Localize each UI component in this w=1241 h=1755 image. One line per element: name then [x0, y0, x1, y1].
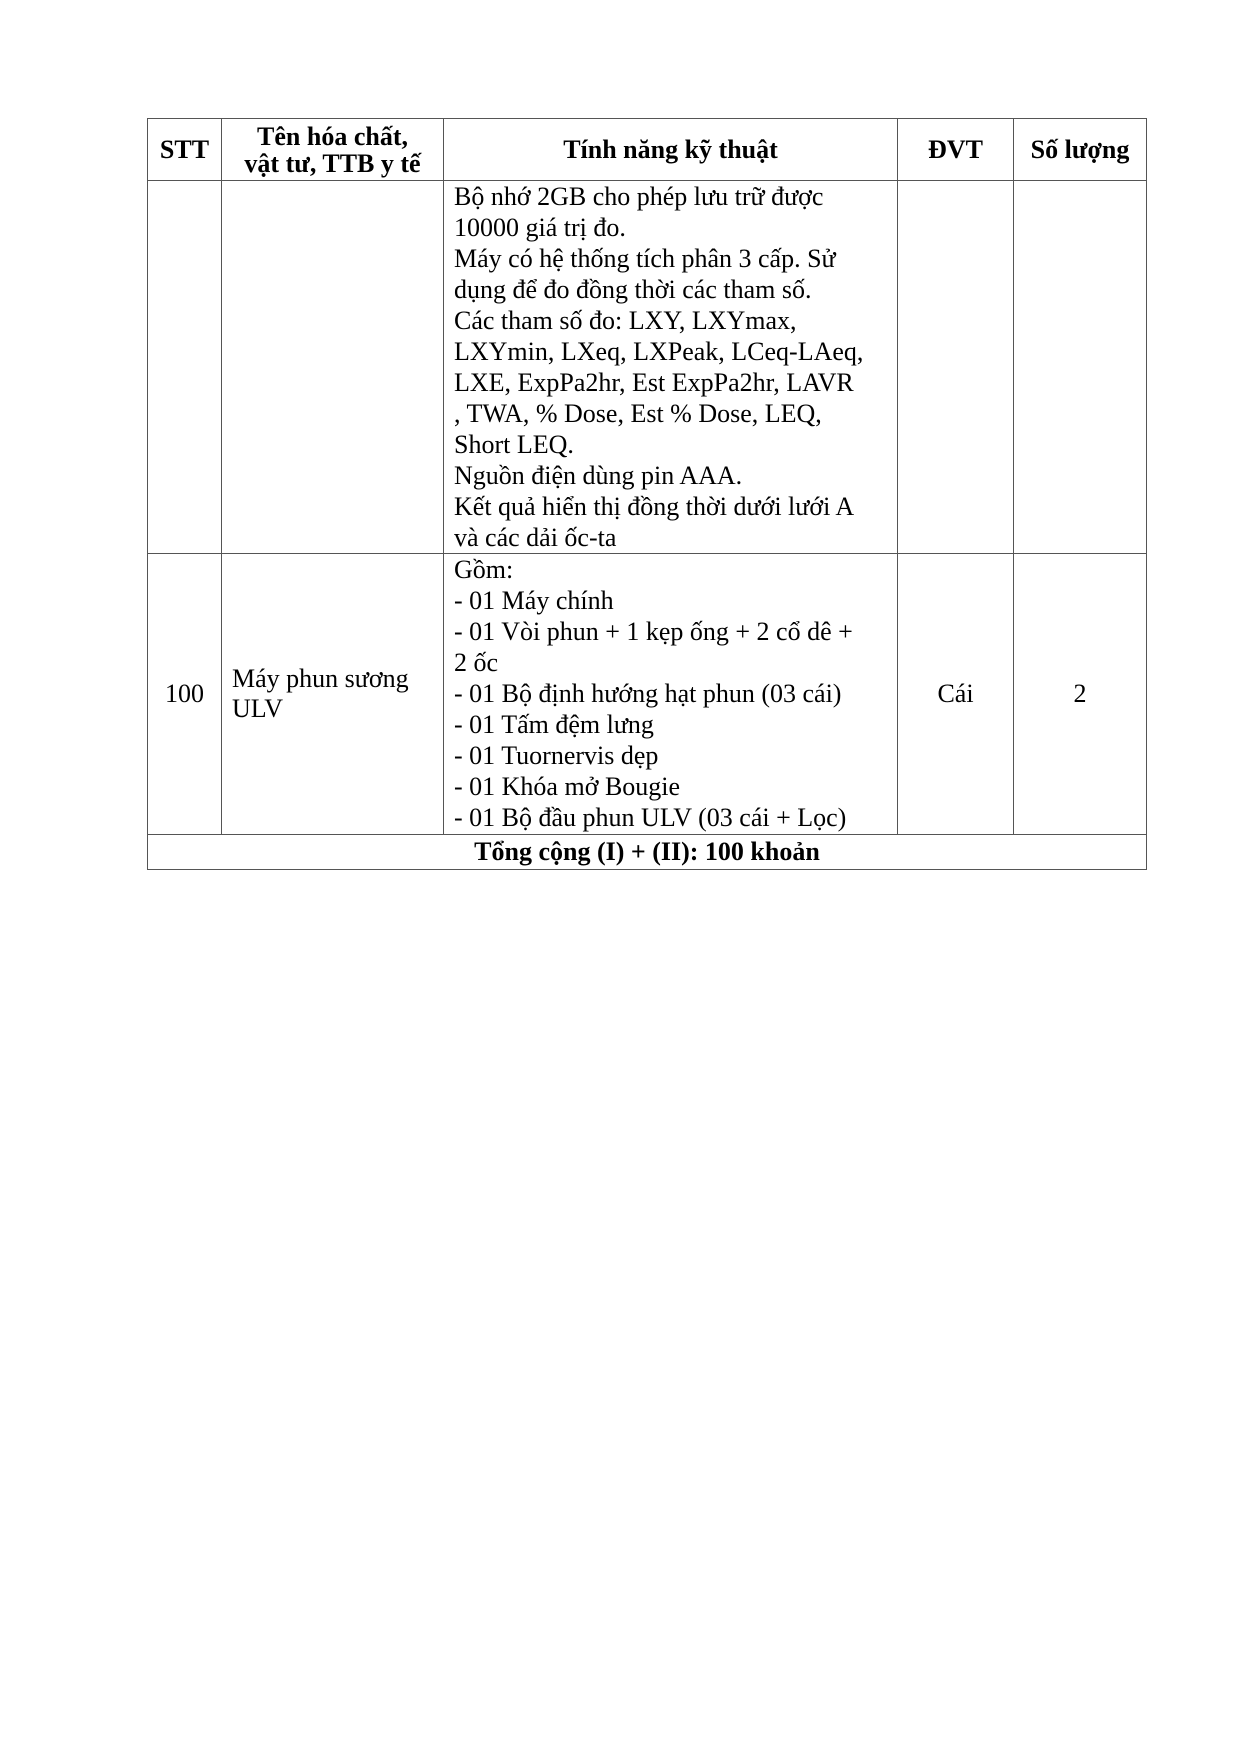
header-name [222, 119, 444, 181]
cell-name [222, 181, 444, 554]
spec-line: Gồm: [454, 555, 514, 584]
spec-line: Các tham số đo: LXY, LXYmax, [454, 306, 797, 335]
cell-qty: 2 [1014, 554, 1147, 835]
table-header-row [148, 119, 1147, 181]
spec-line: - 01 Khóa mở Bougie [454, 772, 681, 801]
equipment-table [147, 118, 1147, 870]
table-row [148, 554, 1147, 835]
spec-line: - 01 Tấm đệm lưng [454, 710, 654, 739]
spec-line: dụng để đo đồng thời các tham số. [454, 275, 812, 304]
header-spec: Tính năng kỹ thuật [444, 119, 898, 181]
name-line1: Máy phun sương [232, 664, 409, 693]
cell-unit [898, 181, 1014, 554]
table-row [148, 181, 1147, 554]
cell-qty [1014, 181, 1147, 554]
spec-line: Máy có hệ thống tích phân 3 cấp. Sử [454, 244, 836, 273]
header-unit: ĐVT [898, 119, 1014, 181]
total-text: Tổng cộng (I) + (II): 100 khoản [148, 835, 1147, 870]
header-stt: STT [148, 119, 222, 181]
spec-line: 10000 giá trị đo. [454, 213, 626, 242]
spec-line: Bộ nhớ 2GB cho phép lưu trữ được [454, 182, 824, 211]
header-name-line1: Tên hóa chất, [257, 121, 408, 151]
header-name-line2: vật tư, TTB y tế [244, 148, 421, 178]
cell-stt [148, 181, 222, 554]
cell-name [222, 554, 444, 835]
name-line2: ULV [232, 694, 284, 723]
total-row [148, 835, 1147, 870]
spec-line: - 01 Bộ định hướng hạt phun (03 cái) [454, 679, 842, 708]
spec-line: LXYmin, LXeq, LXPeak, LCeq-LAeq, [454, 337, 864, 366]
spec-line: - 01 Vòi phun + 1 kẹp ống + 2 cổ dê + [454, 617, 853, 646]
spec-line: Nguồn điện dùng pin AAA. [454, 461, 743, 490]
header-qty: Số lượng [1014, 119, 1147, 181]
cell-unit: Cái [898, 554, 1014, 835]
spec-line: Short LEQ. [454, 430, 574, 459]
spec-line: - 01 Bộ đầu phun ULV (03 cái + Lọc) [454, 803, 847, 832]
spec-line: và các dải ốc-ta [454, 523, 617, 552]
spec-line: , TWA, % Dose, Est % Dose, LEQ, [454, 399, 822, 428]
cell-spec [444, 181, 898, 554]
spec-line: LXE, ExpPa2hr, Est ExpPa2hr, LAVR [454, 368, 854, 397]
spec-line: - 01 Máy chính [454, 586, 614, 615]
spec-line: 2 ốc [454, 648, 499, 677]
spec-line: - 01 Tuornervis dẹp [454, 741, 659, 770]
spec-line: Kết quả hiển thị đồng thời dưới lưới A [454, 492, 855, 521]
cell-stt: 100 [148, 554, 222, 835]
cell-spec [444, 554, 898, 835]
